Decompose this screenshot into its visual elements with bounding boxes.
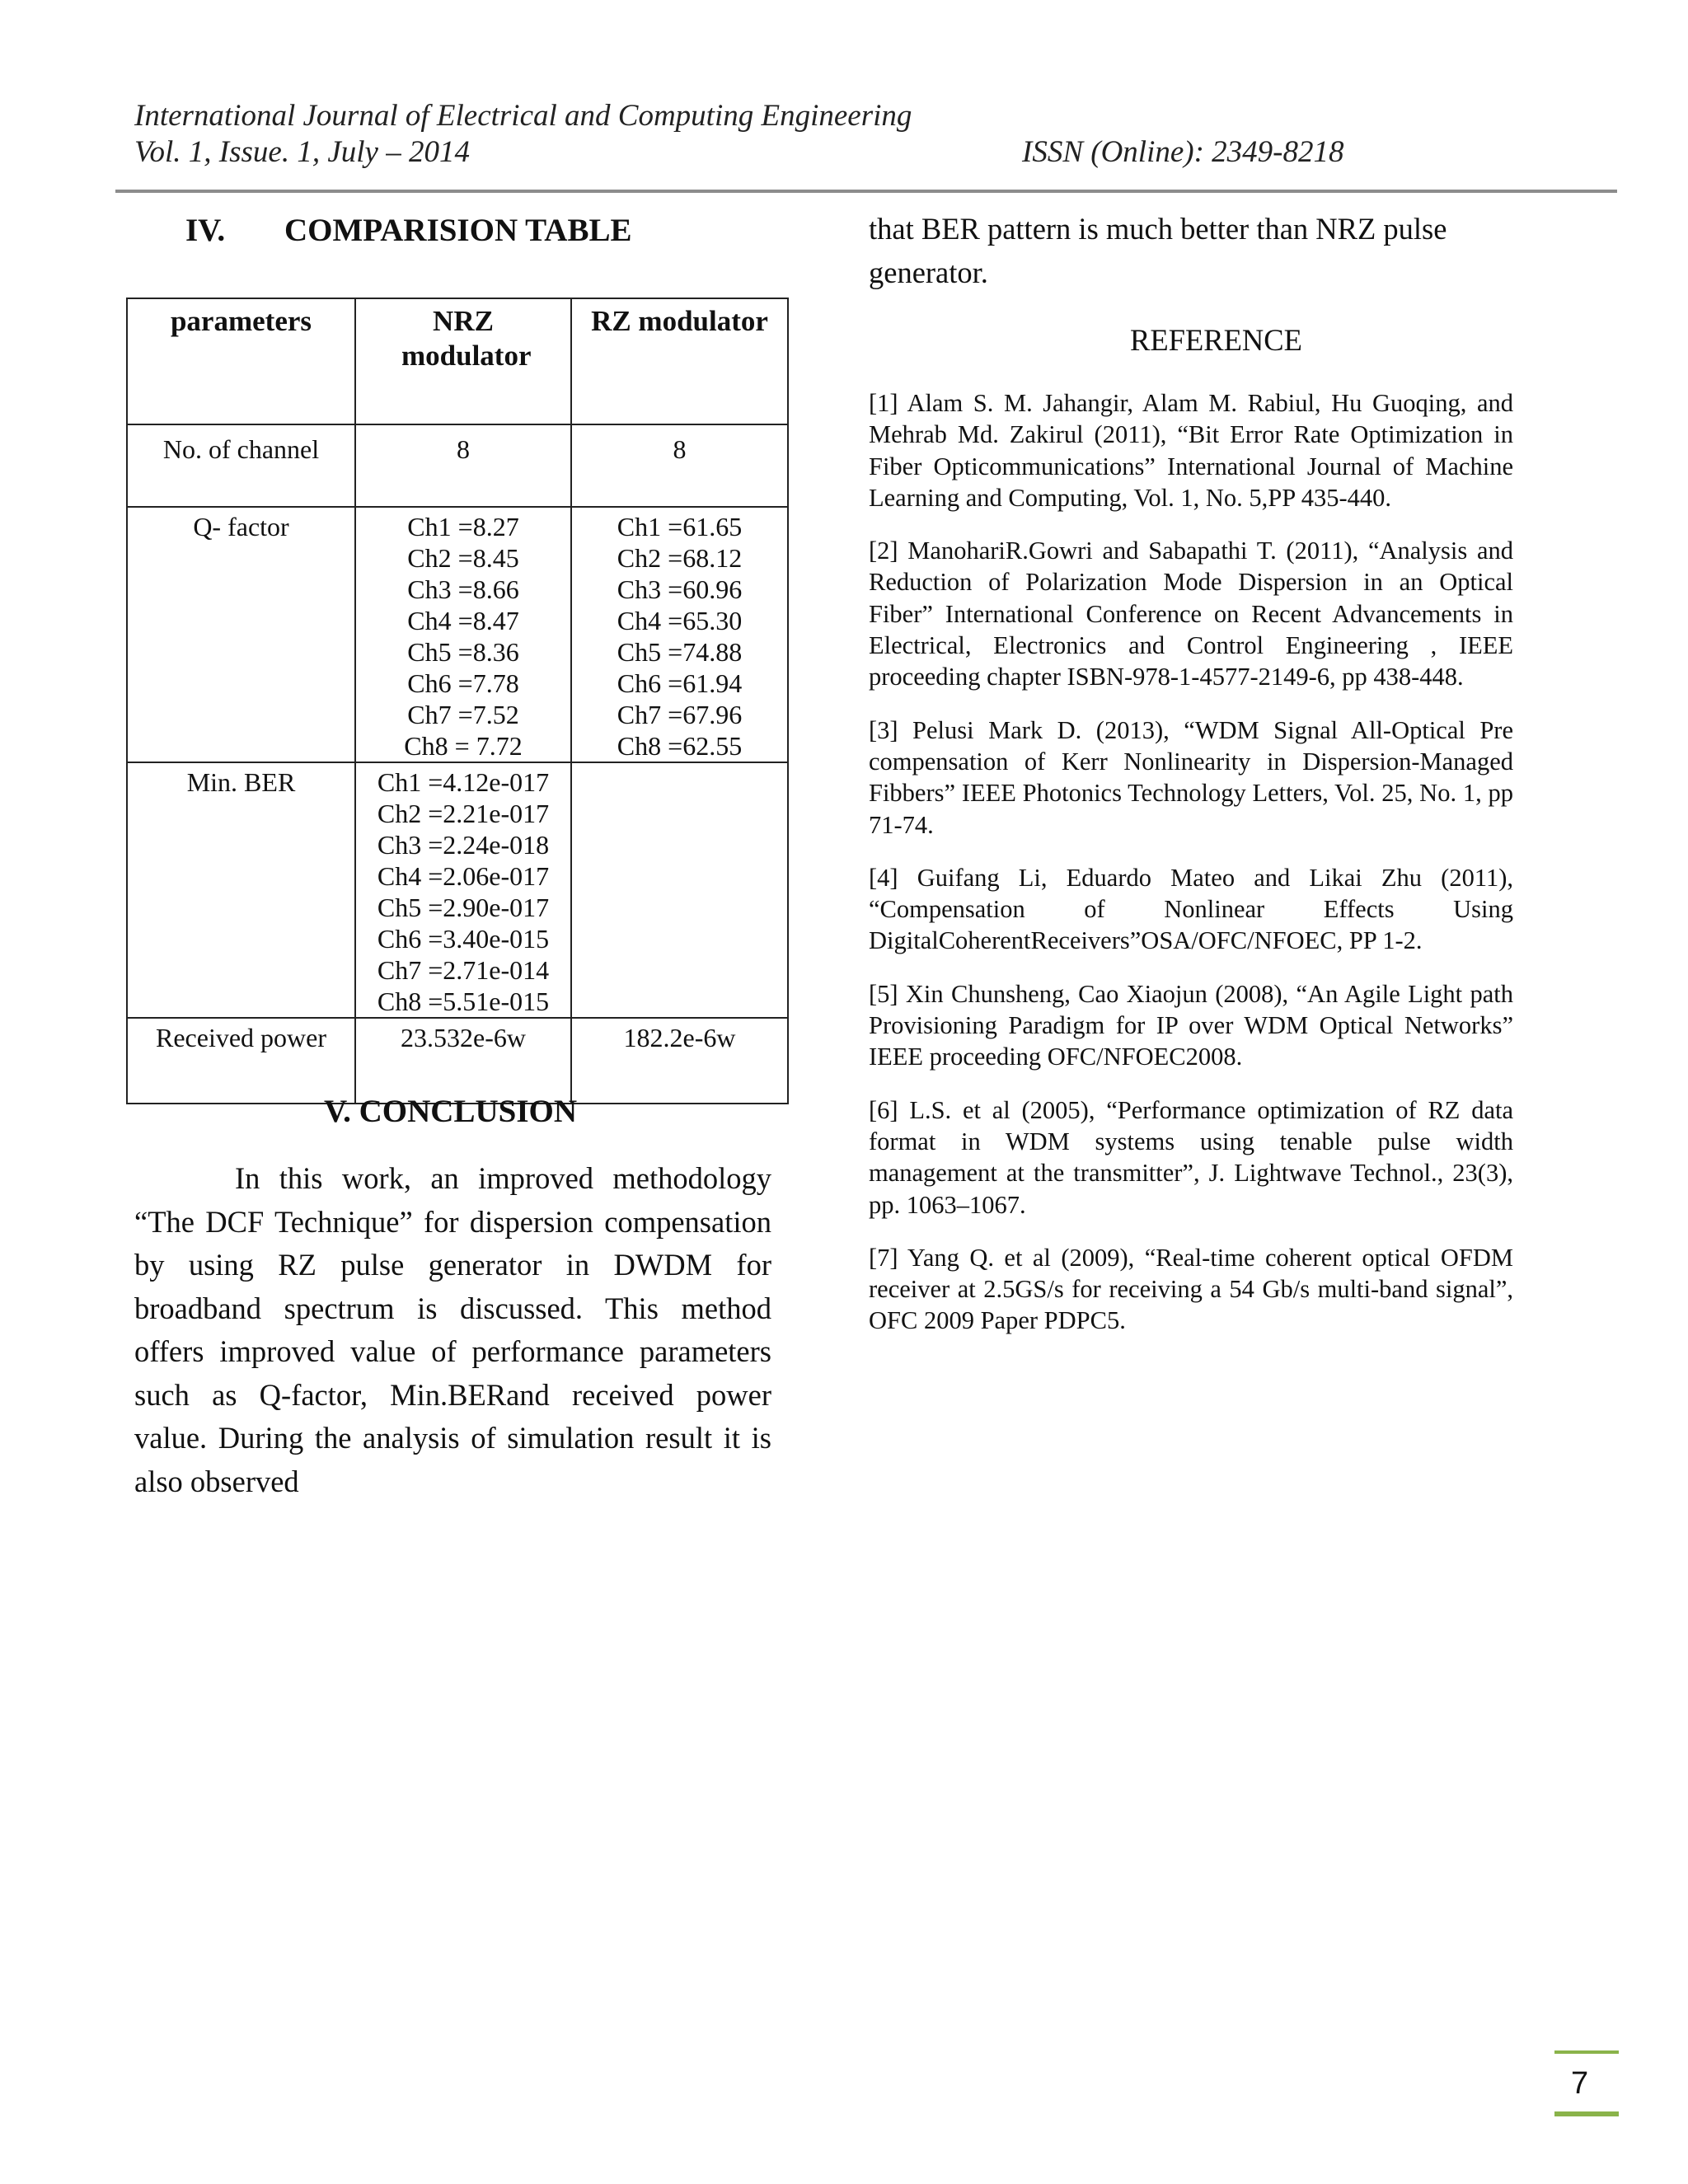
page-number-bottom-rule [1554,2111,1619,2116]
reference-list [869,387,1513,1337]
table-row [127,762,788,1018]
cell-value-line: Ch6 =3.40e-015 [377,924,550,954]
reference-item: [1] Alam S. M. Jahangir, Alam M. Rabiul, Hu Guoqing, and Mehrab Md. Zakirul (2011), “Bit Error Rate Optimization in Fiber Opticommunications” International Journal of Machine Learning and Computing, Vol. 1, No. 5,PP 435-440. [869,389,1513,512]
table-row [127,507,788,762]
conclusion-paragraph: In this work, an improved methodology “The DCF Technique” for dispersion compensation by using RZ pulse generator in DWDM for broadband spectrum is discussed. This method offers improved value of performance parameters such as Q-factor, Min.BERand received power value. During the analysis of simulation result it is also observed [134,1161,771,1498]
cell-value-line: Ch8 = 7.72 [404,731,523,761]
reference-item: [3] Pelusi Mark D. (2013), “WDM Signal All-Optical Pre compensation of Kerr Nonlinearity in Dispersion-Managed Fibbers” IEEE Photonics Technology Letters, Vol. 25, No. 1, pp 71-74. [869,715,1513,839]
section-4-title: COMPARISION TABLE [284,213,632,248]
rz-cell [571,762,788,1018]
header-divider [115,190,1617,193]
cell-value-line: 182.2e-6w [623,1023,736,1052]
conclusion-continuation: that BER pattern is much better than NRZ pulse generator. [869,212,1447,289]
cell-value-line: Ch2 =8.45 [407,543,519,573]
comparison-table [126,298,789,1104]
cell-value-line: Ch6 =7.78 [407,668,519,698]
cell-value-line: Ch7 =2.71e-014 [377,955,550,985]
page-number: 7 [1571,2066,1589,2101]
rz-cell [571,1018,788,1104]
journal-volume: Vol. 1, Issue. 1, July – 2014 [134,135,470,169]
cell-value-line: Ch3 =2.24e-018 [377,830,550,860]
cell-value-line: Ch8 =5.51e-015 [377,987,550,1016]
param-cell: Received power [127,1018,355,1104]
cell-value-line: Ch6 =61.94 [617,668,743,698]
nrz-cell [355,762,571,1018]
param-cell: No. of channel [127,424,355,507]
nrz-values [361,434,565,465]
table-header-cell [355,298,571,424]
section-4-number: IV. [185,213,226,248]
cell-value-line: Ch3 =8.66 [407,574,519,604]
reference-item: [7] Yang Q. et al (2009), “Real-time coherent optical OFDM receiver at 2.5GS/s for receiving a 54 Gb/s multi-band signal”, OFC 2009 Paper PDPC5. [869,1243,1513,1335]
rz-values [577,511,782,762]
table-header-cell: RZ modulator [571,298,788,424]
cell-value-line: Ch5 =74.88 [617,637,743,667]
rz-values [577,434,782,465]
table-header-row [127,298,788,424]
journal-volume-line [134,134,1371,171]
cell-value-line: Ch4 =8.47 [407,606,519,635]
cell-value-line: 23.532e-6w [401,1023,526,1052]
nrz-cell [355,424,571,507]
reference-item: [2] ManohariR.Gowri and Sabapathi T. (2011), “Analysis and Reduction of Polarization Mode Dispersion in an Optical Fiber” International Conference on Recent Advancements in Electrical, Electronics and Control Engineering , IEEE proceeding chapter ISBN-978-1-4577-2149-6, pp 438-448. [869,537,1513,691]
cell-value-line: Ch1 =8.27 [407,512,519,541]
cell-value-line: Ch2 =68.12 [617,543,743,573]
table-row [127,1018,788,1104]
journal-issn: ISSN (Online): 2349-8218 [1022,135,1344,169]
cell-value-line: Ch5 =8.36 [407,637,519,667]
cell-value-line: Ch2 =2.21e-017 [377,799,550,828]
param-cell: Q- factor [127,507,355,762]
nrz-values [361,766,565,1017]
journal-title: International Journal of Electrical and Computing Engineering [134,99,912,133]
rz-values [577,1022,782,1053]
reference-heading: REFERENCE [1130,323,1302,357]
cell-value-line: Ch7 =67.96 [617,700,743,729]
cell-value-line: Ch3 =60.96 [617,574,743,604]
cell-value-line: Ch1 =4.12e-017 [377,767,550,797]
rz-cell [571,507,788,762]
cell-value-line: Ch1 =61.65 [617,512,743,541]
table-row [127,424,788,507]
cell-value-line: Ch5 =2.90e-017 [377,893,550,922]
table-header-cell: parameters [127,298,355,424]
nrz-header: NRZ modulator [401,305,532,372]
cell-value-line: Ch4 =2.06e-017 [377,861,550,891]
param-cell: Min. BER [127,762,355,1018]
nrz-values [361,511,565,762]
section-4-heading [185,211,632,251]
section-5-heading: V. CONCLUSION [324,1094,578,1129]
cell-value-line: 8 [457,434,470,464]
reference-item: [5] Xin Chunsheng, Cao Xiaojun (2008), “An Agile Light path Provisioning Paradigm for IP over WDM Optical Networks” IEEE proceeding OFC/NFOEC2008. [869,979,1513,1071]
nrz-values [361,1022,565,1053]
page-number-top-rule [1554,2050,1619,2054]
cell-value-line: Ch4 =65.30 [617,606,743,635]
cell-value-line: 8 [673,434,687,464]
reference-item: [6] L.S. et al (2005), “Performance optimization of RZ data format in WDM systems using tenable pulse width management at the transmitter”, J. Lightwave Technol., 23(3), pp. 1063–1067. [869,1095,1513,1219]
rz-cell [571,424,788,507]
cell-value-line: Ch7 =7.52 [407,700,519,729]
cell-value-line: Ch8 =62.55 [617,731,743,761]
nrz-cell [355,1018,571,1104]
nrz-cell [355,507,571,762]
reference-item: [4] Guifang Li, Eduardo Mateo and Likai Zhu (2011), “Compensation of Nonlinear Effects Using DigitalCoherentReceivers”OSA/OFC/NFOEC, PP 1-2. [869,863,1513,955]
